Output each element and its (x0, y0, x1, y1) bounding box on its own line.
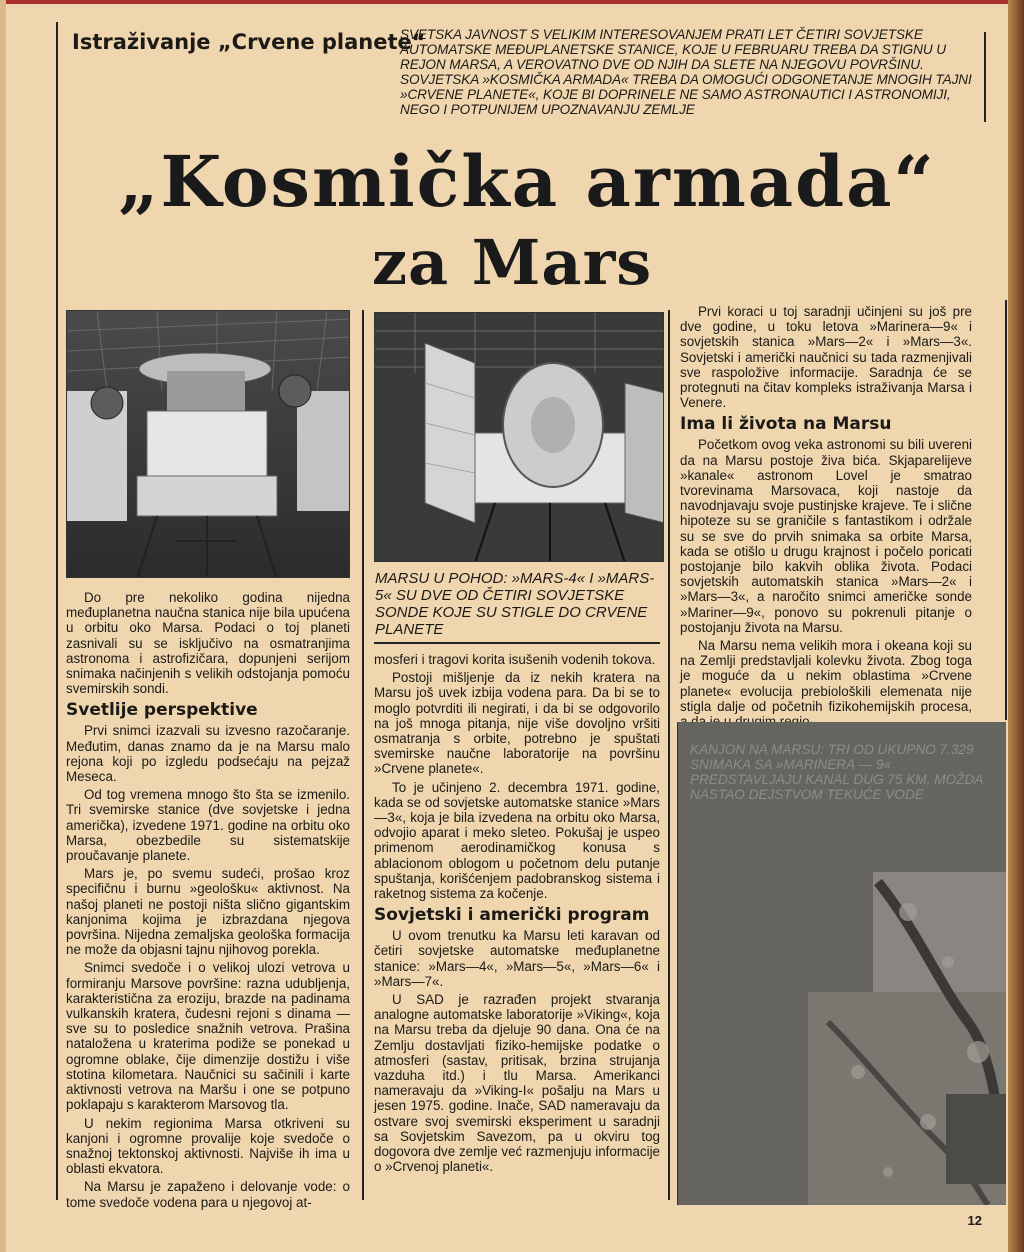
col1-paragraph: Od tog vremena mnogo što šta se izmenilo. Tri svemirske stanice (dve sovjetske i jedna američka), izvedene 1971. godine na orbitu oko Marsa, obezbedile su sistematskije proučavanje planete. (66, 787, 350, 864)
article-column-3 (680, 304, 972, 732)
col1-paragraph: Na Marsu je zapaženo i delovanje vode: o tome svedoče vodena para u njegovoj at- (66, 1179, 350, 1210)
column-rule-middle (362, 310, 364, 1200)
headline-line1: „Kosmička armada“ (118, 140, 936, 223)
column-rule-outer (1005, 300, 1007, 720)
probe-1-illustration (67, 311, 350, 578)
headline-line2: za Mars (371, 226, 653, 299)
col1-paragraph: Mars je, po svemu sudeći, prošao kroz specifičnu i burnu »geološku« aktivnost. Na našoj planeti ne postoji ništa slično gigantskim kanjonima kojima je izbrazdana njegova površina. Nijedna zemaljska geološka formacija ne može da objasni tajnu njihovog porekla. (66, 866, 350, 958)
section-kicker: Istraživanje „Crvene planete“ (72, 30, 426, 54)
mars-canyon-caption: KANJON NA MARSU: TRI OD UKUPNO 7.329 SNIMAKA SA »MARINERA — 9« PREDSTAVLJAJU KANAL DUG 75 KM, MOŽDA NASTAO DEJSTVOM TEKUĆE VODE (690, 742, 983, 802)
col2-paragraph: U ovom trenutku ka Marsu leti karavan od četiri sovjetske automatske međuplanetne stanice: »Mars—4«, »Mars—5«, »Mars—6« i »Mars—7«. (374, 928, 660, 989)
probe-photo-2 (374, 312, 664, 562)
col2-paragraph: U SAD je razrađen projekt stvaranja analogne automatske laboratorije »Viking«, koja na Marsu treba da djeluje 90 dana. Ona će na Zemlju dostavljati fiziko-hemijske podatke o atmosferi (sastav, pritisak, brzina strujanja vazduha itd.) i tlu Marsa. Amerikanci nameravaju da »Viking-I« pošalju na Mars u jesen 1975. godine. Inače, SAD nameravaju da ostvare svoj svemirski eksperiment u saradnji sa Sovjetskim Savezom, pa u okviru tog dogovora dve zemlje već razmenjuju informacije o »Crvenoj planeti«. (374, 992, 660, 1175)
column-rule-right (668, 310, 670, 1200)
probe-2-illustration (375, 313, 664, 562)
subheading-ima-li-zivota: Ima li života na Marsu (680, 414, 892, 435)
article-deck: SVETSKA JAVNOST S VELIKIM INTERESOVANJEM PRATI LET ČETIRI SOVJETSKE AUTOMATSKE MEĐUPLANETSKE STANICE, KOJE U FEBRUARU TREBA DA STIGNU U REJON MARSA, A VEROVATNO DVE OD NJIH DA SLETE NA NJEGOVU POVRŠINU. SOVJETSKA »KOSMIČKA ARMADA« TREBA DA OMOGUĆI ODGONETANJE MNOGIH TAJNI »CRVENE PLANETE«, KOJE BI DOPRINELE NE SAMO ASTRONAUTICI I ASTRONOMIJI, NEGO I POTPUNIJEM UPOZNAVANJU ZEMLJE (400, 27, 972, 117)
probe-photo-1 (66, 310, 350, 578)
page-number: 12 (967, 1213, 982, 1228)
col2-paragraph: mosferi i tragovi korita isušenih vodenih tokova. (374, 652, 656, 667)
deck-rule-right (984, 32, 986, 122)
caption-rule (374, 642, 660, 644)
subheading-sovjetski-americki-program: Sovjetski i američki program (374, 905, 650, 926)
col3-paragraph: Na Marsu nema velikih mora i okeana koji su na Zemlji predstavljali kolevku života. Zbog toga je moguće da u nekim oblastima »Crvene planete« evolucija prebiološkili elemenata nije stigla dalje od početnih fizikohemijskih procesa, (680, 638, 972, 714)
col1-paragraph: Snimci svedoče i o velikoj ulozi vetrova u formiranju Marsove površine: razna udubljenja, karakteristična za eroziju, brazde na padinama vulkanskih kratera, čudesni rejoni s dinama — sve su to posledice snažnih vetrova. Prašina nataložena u kraterima podiže se ponekad u ogromne oblake, čije dimenzije dostižu i više stotina kilometara. Naučnici su sačinili i karte aktivnosti vetrova na Maršu i one se potpuno poklapaju s karakterom Marsovog tla. (66, 960, 350, 1113)
article-column-2 (374, 652, 660, 1178)
col2-paragraph: Postoji mišljenje da iz nekih kratera na Marsu još uvek izbija vodena para. Da bi se to moglo potvrditi ili negirati, i da bi se odgovorilo na još mnoga pitanja, nije više dovoljno vršiti osmatranja s orbite, potrebno je spuštati svemirske naučne laboratorije na površinu »Crvene planete«. (374, 670, 660, 777)
col1-paragraph: Prvi snimci izazvali su izvesno razočaranje. Međutim, danas znamo da je na Marsu malo rejona koji po izgledu podsećaju na pejzaž Meseca. (66, 723, 350, 785)
page-top-edge (0, 0, 1024, 4)
col1-paragraph: Do pre nekoliko godina nijedna međuplanetna naučna stanica nije bila upućena u orbitu oko Marsa. Podaci o toj planeti zasnivali su se isključivo na osmatranjima astronoma i astrofizičara, dopunjeni serijom snimaka načinjenih s velikih odstojanja pomoću svemirskih sondi. (66, 590, 350, 697)
col2-paragraph: To je učinjeno 2. decembra 1971. godine, kada se od sovjetske automatske stanice »Mars—3«, koja je bila izvedena na orbitu oko Marsa, odvojio aparat i meko sleteo. Pokušaj je uspeo primenom aerodinamičkog konusa s ablacionom oblogom u početnom delu putanje spuštanja, korišćenjem padobranskog sistema i raketnog sistema za kočenje. (374, 779, 660, 902)
probe-photo-2-caption: MARSU U POHOD: »MARS-4« I »MARS-5« SU DVE OD ČETIRI SOVJETSKE SONDE KOJE SU STIGLE DO CRVENE PLANETE (375, 570, 655, 638)
col3-paragraph: Početkom ovog veka astronomi su bili uvereni da na Marsu postoje živa bića. Skjaparelijeve »kanale« astronom Lovel je smatrao tvorevinama Marsovaca, koji nastoje da navodnjavaju svoje pustinjske krajeve. Te i slične hipoteze su se graničile s fantastikom i održale su se sve do prvih snimaka sa orbite Marsa, kada se otišlo u drugu krajnost i počelo poricati postojanje bilo kakvih oblika života. Podaci sovjetskih automatskih stanica »Mars—2« i »Mars—3«, a naročito snimci američke sonde »Mariner—9«, ponovo su pokrenuli pitanje o postojanju života na Marsu. (680, 437, 972, 635)
col1-paragraph: U nekim regionima Marsa otkriveni su kanjoni i ogromne provalije koje svedoče o snažnoj tektonskoj aktivnosti. Najviše ih ima u oblasti ekvatora. (66, 1115, 350, 1177)
subheading-svetlije-perspektive: Svetlije perspektive (66, 700, 258, 721)
col3-paragraph: Prvi koraci u toj saradnji učinjeni su još pre dve godine, u toku letova »Marinera—9« i sovjetskih stanica »Mars—2« i »Mars—3«. Sovjetski i američki naučnici su tada razmenjivali sve raspoložive informacije. Saradnja će se protegnuti na čitav kompleks istraživanja Marsa i Venere. (680, 304, 972, 411)
article-column-1 (66, 590, 350, 1213)
